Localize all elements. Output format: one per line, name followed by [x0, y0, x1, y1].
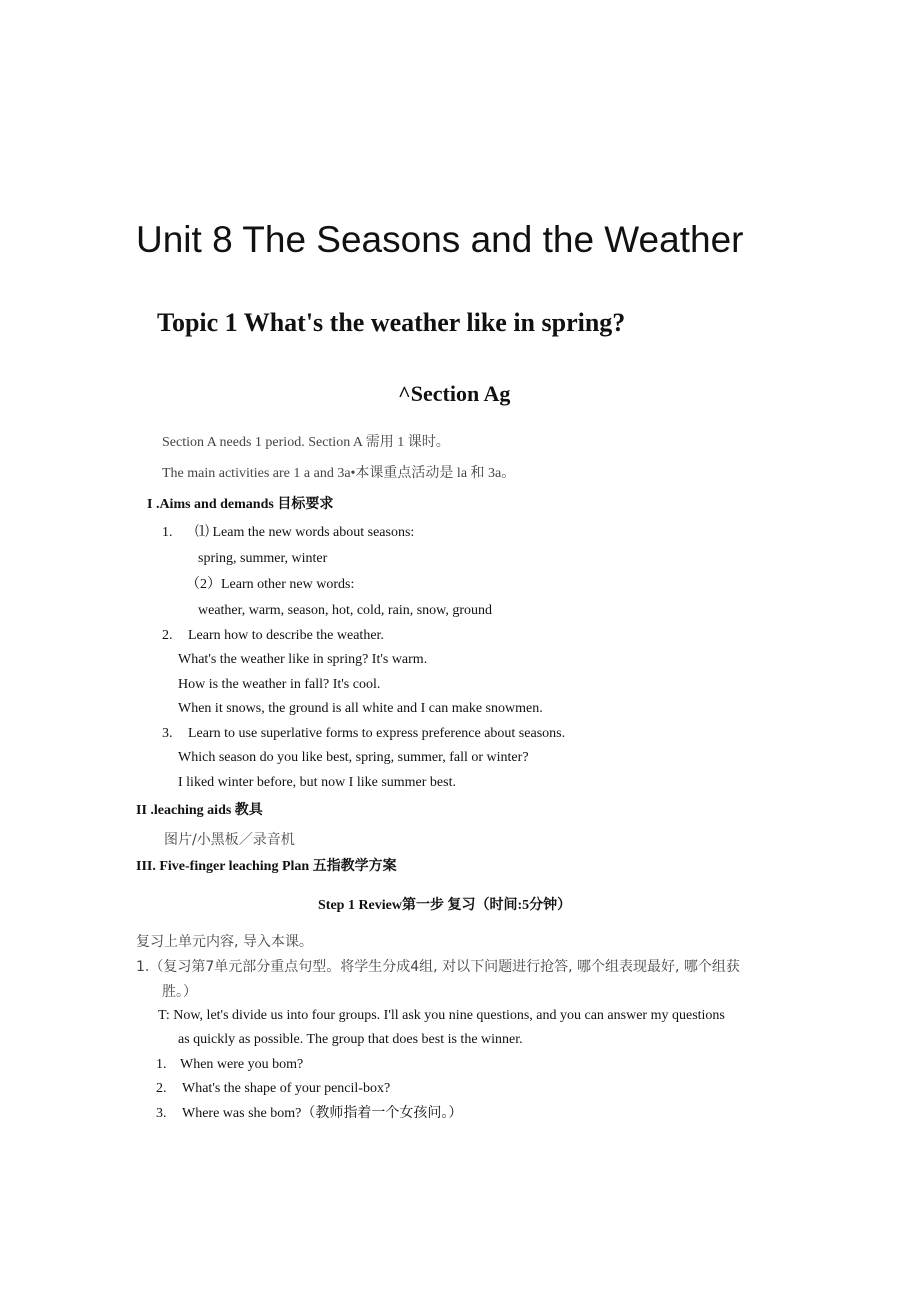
- question-2: What's the shape of your pencil-box?: [182, 1081, 391, 1096]
- review-note-line-2: 胜。）: [162, 984, 197, 1000]
- question-3-number: 3.: [156, 1106, 167, 1121]
- aims-heading: I .Aims and demands 目标要求: [147, 497, 334, 512]
- aids-heading: II .leaching aids 教具: [136, 803, 263, 818]
- aims-item-1-sub-1: ⑴ Leam the new words about seasons:: [195, 525, 415, 540]
- aims-item-1-sub-2-words: weather, warm, season, hot, cold, rain, snow, ground: [198, 603, 493, 618]
- question-3: Where was she bom?（教师指着一个女孩问。）: [182, 1106, 463, 1121]
- unit-title: Unit 8 The Seasons and the Weather: [136, 219, 744, 260]
- teacher-line-1: T: Now, let's divide us into four groups. I'll ask you nine questions, and you can answer my questions: [158, 1008, 725, 1023]
- topic-heading: Topic 1 What's the weather like in spring?: [157, 308, 626, 337]
- aims-item-1-sub-2: （2）Learn other new words:: [186, 577, 355, 592]
- aids-items: 图片/小黑板／录音机: [164, 832, 295, 848]
- question-1: When were you bom?: [180, 1057, 304, 1072]
- question-1-number: 1.: [156, 1057, 167, 1072]
- section-heading: ^Section Ag: [398, 381, 511, 406]
- aims-item-1-sub-1-words: spring, summer, winter: [198, 551, 328, 566]
- review-intro: 复习上单元内容, 导入本课。: [136, 934, 313, 950]
- review-note-line-1: 1.（复习第7单元部分重点句型。将学生分成4组, 对以下问题进行抢答, 哪个组表现最好, 哪个组获: [136, 959, 740, 975]
- plan-heading: III. Five-finger leaching Plan 五指教学方案: [136, 859, 397, 874]
- aims-item-3-number: 3.: [162, 726, 173, 741]
- aims-item-2-line-1: What's the weather like in spring? It's warm.: [178, 652, 428, 667]
- aims-item-2-number: 2.: [162, 628, 173, 643]
- aims-item-3-line-2: I liked winter before, but now I like summer best.: [178, 775, 456, 790]
- teacher-line-2: as quickly as possible. The group that does best is the winner.: [178, 1032, 523, 1047]
- aims-item-1-number: 1.: [162, 525, 173, 540]
- aims-item-3: Learn to use superlative forms to express preference about seasons.: [188, 726, 566, 741]
- aims-item-2-line-3: When it snows, the ground is all white and I can make snowmen.: [178, 701, 543, 716]
- aims-item-3-line-1: Which season do you like best, spring, summer, fall or winter?: [178, 750, 529, 765]
- aims-item-2-line-2: How is the weather in fall? It's cool.: [178, 677, 381, 692]
- aims-item-2: Learn how to describe the weather.: [188, 628, 384, 643]
- intro-period: Section A needs 1 period. Section A 需用 1 课时。: [162, 435, 450, 450]
- question-2-number: 2.: [156, 1081, 167, 1096]
- step-1-heading: Step 1 Review第一步 复习（时间:5分钟）: [318, 898, 572, 913]
- intro-activities: The main activities are 1 a and 3a•本课重点活动是 la 和 3a。: [162, 466, 516, 481]
